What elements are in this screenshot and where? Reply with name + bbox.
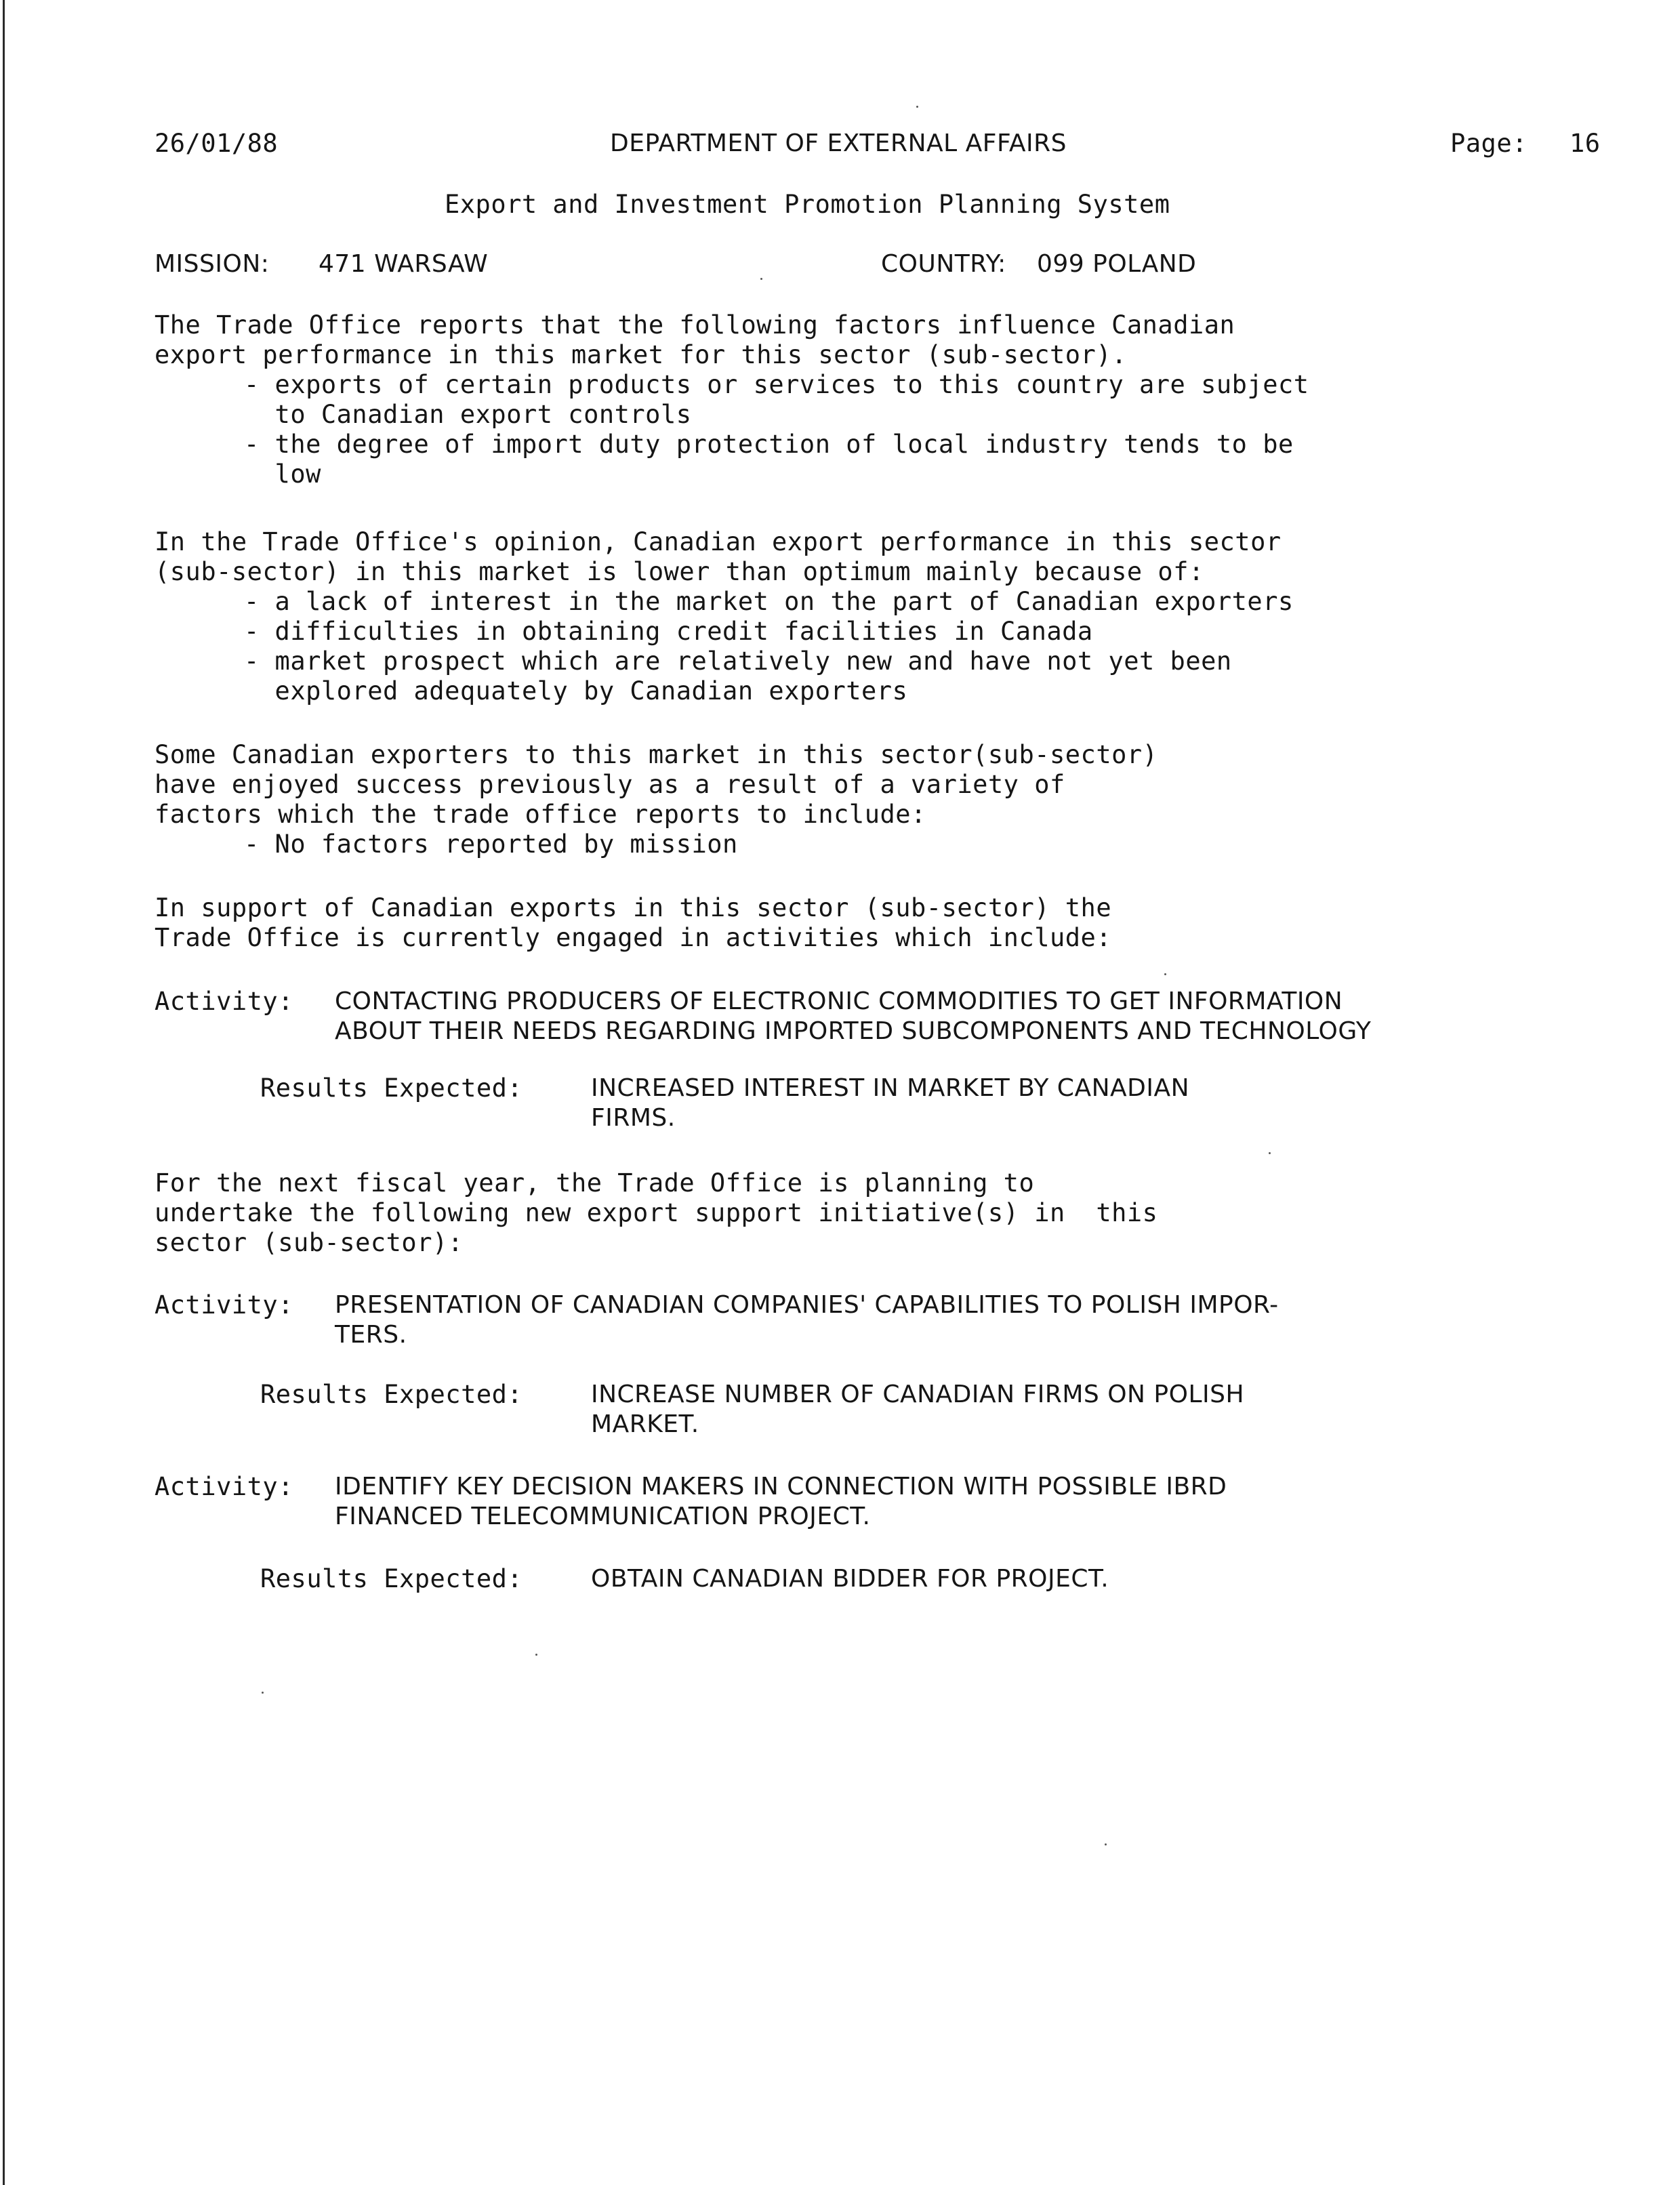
success-intro-line: factors which the trade office reports to include: bbox=[155, 800, 926, 829]
support-intro-line: In support of Canadian exports in this sector (sub-sector) the bbox=[155, 893, 1112, 922]
factors-intro-line: The Trade Office reports that the following factors influence Canadian bbox=[155, 310, 1235, 340]
results-text-line: INCREASE NUMBER OF CANADIAN FIRMS ON POLISH bbox=[591, 1381, 1245, 1408]
scan-speck bbox=[262, 1692, 264, 1694]
results-text-line: MARKET. bbox=[591, 1410, 699, 1438]
opinion-item-line: - market prospect which are relatively new and have not yet been bbox=[244, 647, 1232, 676]
opinion-intro-line: (sub-sector) in this market is lower than optimum mainly because of: bbox=[155, 557, 1204, 586]
page-label: Page: bbox=[1450, 129, 1528, 158]
factors-item-line: - exports of certain products or services to this country are subject bbox=[244, 370, 1309, 399]
factors-item-line: - the degree of import duty protection of local industry tends to be bbox=[244, 430, 1294, 459]
next-year-intro-line: undertake the following new export support initiative(s) in this bbox=[155, 1198, 1158, 1227]
next-year-intro-line: sector (sub-sector): bbox=[155, 1228, 464, 1257]
support-intro-line: Trade Office is currently engaged in activities which include: bbox=[155, 923, 1112, 952]
opinion-item-line: explored adequately by Canadian exporters bbox=[244, 676, 908, 706]
factors-item-line: to Canadian export controls bbox=[244, 400, 692, 429]
scan-edge bbox=[3, 0, 5, 2185]
opinion-item-line: - a lack of interest in the market on the part of Canadian exporters bbox=[244, 587, 1294, 616]
results-label: Results Expected: bbox=[260, 1074, 523, 1103]
department-title: DEPARTMENT OF EXTERNAL AFFAIRS bbox=[610, 129, 1067, 157]
factors-item-line: low bbox=[244, 460, 321, 489]
mission-value: 471 WARSAW bbox=[319, 250, 489, 278]
results-text-line: OBTAIN CANADIAN BIDDER FOR PROJECT. bbox=[591, 1565, 1109, 1593]
opinion-intro-line: In the Trade Office's opinion, Canadian export performance in this sector bbox=[155, 527, 1282, 556]
success-intro-line: have enjoyed success previously as a result of a variety of bbox=[155, 770, 1065, 799]
activity-text-line: IDENTIFY KEY DECISION MAKERS IN CONNECTION WITH POSSIBLE IBRD bbox=[335, 1473, 1227, 1500]
country-value: 099 POLAND bbox=[1037, 250, 1197, 278]
page-number: 16 bbox=[1570, 129, 1601, 158]
success-item-line: - No factors reported by mission bbox=[244, 830, 738, 859]
mission-label: MISSION: bbox=[155, 250, 270, 278]
next-year-intro-line: For the next fiscal year, the Trade Office is planning to bbox=[155, 1168, 1035, 1198]
activity-text-line: PRESENTATION OF CANADIAN COMPANIES' CAPABILITIES TO POLISH IMPOR- bbox=[335, 1291, 1279, 1319]
success-intro-line: Some Canadian exporters to this market in this sector(sub-sector) bbox=[155, 740, 1158, 769]
activity-label: Activity: bbox=[155, 1472, 293, 1501]
scan-speck bbox=[1164, 973, 1166, 975]
activity-text-line: FINANCED TELECOMMUNICATION PROJECT. bbox=[335, 1503, 871, 1530]
results-label: Results Expected: bbox=[260, 1564, 523, 1593]
system-title: Export and Investment Promotion Planning System bbox=[445, 190, 1170, 219]
scan-speck bbox=[535, 1654, 537, 1656]
opinion-item-line: - difficulties in obtaining credit facilities in Canada bbox=[244, 617, 1093, 646]
activity-text-line: ABOUT THEIR NEEDS REGARDING IMPORTED SUBCOMPONENTS AND TECHNOLOGY bbox=[335, 1017, 1372, 1045]
results-text-line: FIRMS. bbox=[591, 1104, 676, 1132]
activity-text-line: TERS. bbox=[335, 1321, 407, 1349]
activity-text-line: CONTACTING PRODUCERS OF ELECTRONIC COMMODITIES TO GET INFORMATION bbox=[335, 987, 1343, 1015]
activity-label: Activity: bbox=[155, 1290, 293, 1320]
scan-speck bbox=[1269, 1152, 1271, 1154]
activity-label: Activity: bbox=[155, 987, 293, 1016]
scan-speck bbox=[916, 106, 918, 108]
report-date: 26/01/88 bbox=[155, 129, 279, 158]
results-label: Results Expected: bbox=[260, 1380, 523, 1409]
scan-speck bbox=[1105, 1843, 1107, 1845]
scan-speck bbox=[760, 278, 762, 280]
results-text-line: INCREASED INTEREST IN MARKET BY CANADIAN bbox=[591, 1074, 1190, 1102]
country-label: COUNTRY: bbox=[881, 250, 1006, 278]
factors-intro-line: export performance in this market for this sector (sub-sector). bbox=[155, 340, 1127, 369]
